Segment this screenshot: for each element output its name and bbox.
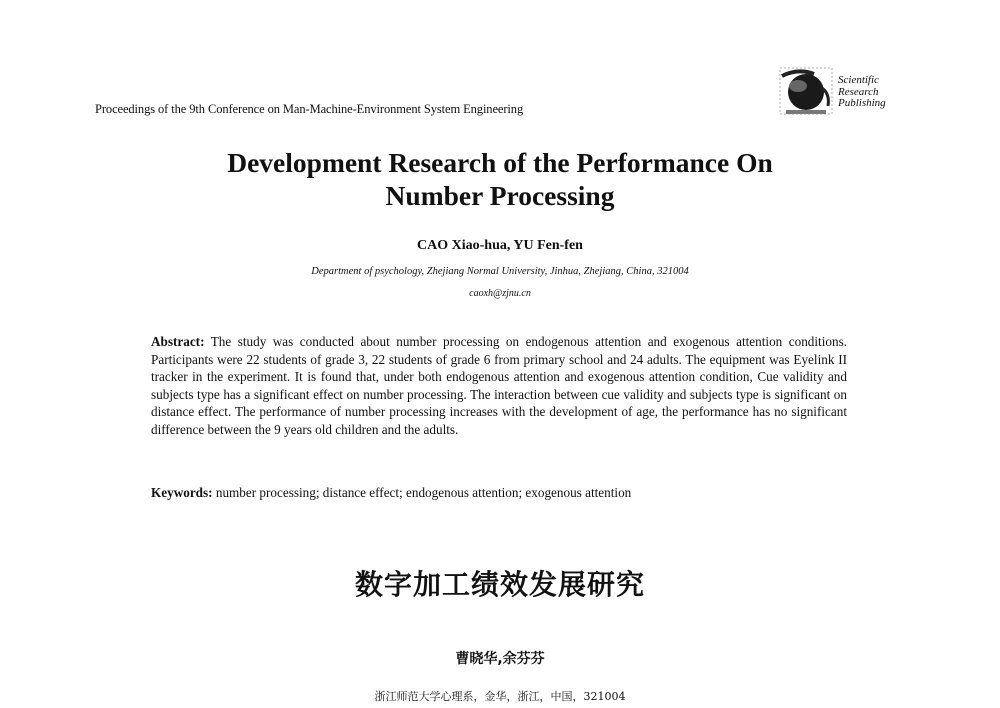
keywords-label: Keywords:: [151, 485, 213, 500]
title-line: Development Research of the Performance On: [227, 147, 773, 178]
keywords-text: number processing; distance effect; endogenous attention; exogenous attention: [212, 485, 632, 500]
chinese-authors: 曹晓华,余芬芬: [455, 651, 545, 667]
abstract-label: Abstract:: [151, 334, 205, 349]
publisher-logo-icon: [778, 66, 834, 116]
paper-authors: CAO Xiao-hua, YU Fen-fen: [417, 238, 583, 253]
publisher-line: Research: [838, 85, 879, 98]
chinese-affiliation: 浙江师范大学心理系，金华，浙江，中国，321004: [374, 690, 626, 703]
publisher-line: Scientific: [838, 74, 879, 86]
paper-affiliation: Department of psychology, Zhejiang Normal University, Jinhua, Zhejiang, China, 321004: [311, 266, 689, 277]
publisher-block: [776, 66, 906, 120]
keywords: [151, 485, 847, 501]
abstract-text: The study was conducted about number processing on endogenous attention and exogenous attention conditions. Participants were 22 students of grade 3, 22 students of grade 6 from primary school and 24 adults. The equipment was Eyelink II tracker in the experiment. It is found that, under both endogenous attention and exogenous attention condition, Cue validity and subjects type has a significant effect on number processing. The interaction between cue validity and subjects type is significant on distance effect. The performance of number processing increases with the development of age, the performance has no significant difference between the 9 years old children and the adults.: [151, 334, 847, 437]
title-line: Number Processing: [385, 180, 615, 211]
chinese-title: 数字加工绩效发展研究: [354, 568, 645, 601]
proceedings-header: Proceedings of the 9th Conference on Man-Machine-Environment System Engineering: [95, 102, 524, 116]
publisher-name: [838, 75, 886, 110]
publisher-line: Publishing: [838, 97, 886, 109]
author-email: caoxh@zjnu.cn: [469, 288, 531, 299]
abstract: [151, 333, 847, 439]
paper-title: [100, 146, 900, 212]
